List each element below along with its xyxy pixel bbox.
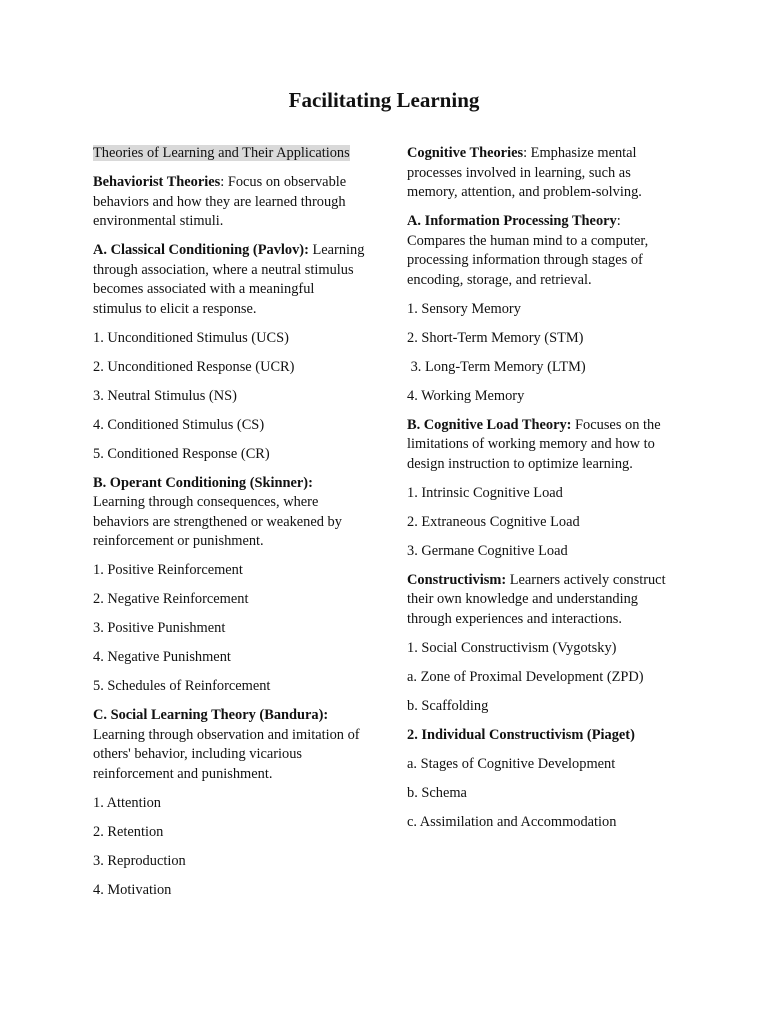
list-item: 3. Long-Term Memory (LTM) [407, 358, 586, 375]
list-item: 4. Working Memory [407, 387, 525, 404]
list-item: 5. Schedules of Reinforcement [93, 678, 271, 694]
list-item: 1. Positive Reinforcement [93, 562, 243, 578]
page-title: Facilitating Learning [288, 88, 480, 112]
cognitive-paragraph [407, 144, 679, 203]
constructivism-paragraph [407, 571, 679, 630]
list-item: 4. Conditioned Stimulus (CS) [93, 416, 265, 433]
classical-heading: A. Classical Conditioning (Pavlov): [93, 242, 309, 258]
list-item: 3. Germane Cognitive Load [407, 542, 568, 559]
social-paragraph [93, 706, 365, 784]
operant-heading: B. Operant Conditioning (Skinner): [93, 474, 313, 491]
operant-paragraph [93, 474, 365, 552]
list-item: 2. Unconditioned Response (UCR) [93, 358, 295, 375]
operant-text: Learning through consequences, where behaviors are strengthened or weakened by reinforcement or punishment. [93, 494, 342, 549]
right-column [407, 144, 679, 842]
list-item: 2. Short-Term Memory (STM) [407, 329, 584, 346]
list-item: 4. Motivation [93, 881, 172, 898]
info-processing-paragraph [407, 212, 679, 290]
list-item: 3. Positive Punishment [93, 620, 226, 636]
list-item: a. Zone of Proximal Development (ZPD) [407, 668, 644, 685]
list-item: 1. Intrinsic Cognitive Load [407, 484, 563, 501]
list-item: b. Scaffolding [407, 697, 489, 714]
classical-paragraph [93, 241, 365, 319]
list-item: 1. Social Constructivism (Vygotsky) [407, 639, 617, 656]
info-processing-heading: A. Information Processing Theory [407, 213, 617, 229]
behaviorist-paragraph [93, 173, 365, 232]
list-item: 5. Conditioned Response (CR) [93, 445, 270, 462]
list-item: 2. Extraneous Cognitive Load [407, 513, 580, 530]
list-item: 4. Negative Punishment [93, 649, 231, 665]
list-item: c. Assimilation and Accommodation [407, 813, 617, 830]
section-heading-text: Theories of Learning and Their Applications [93, 145, 350, 161]
list-item: 1. Sensory Memory [407, 300, 521, 317]
behaviorist-heading: Behaviorist Theories [93, 174, 221, 190]
cognitive-load-heading: B. Cognitive Load Theory: [407, 416, 572, 433]
list-item: 2. Negative Reinforcement [93, 591, 249, 607]
cognitive-load-paragraph [407, 416, 679, 475]
list-item: b. Schema [407, 784, 467, 801]
list-item: 3. Neutral Stimulus (NS) [93, 387, 237, 404]
constructivism-heading: Constructivism: [407, 571, 507, 588]
behaviorist-text: : Focus on observable behaviors and how they are learned through environmental stimuli. [93, 174, 347, 229]
cognitive-load-text: Focuses on the limitations of working memory and how to design instruction to optimize learning. [407, 416, 661, 472]
list-item: 1. Unconditioned Stimulus (UCS) [93, 329, 289, 346]
left-column [93, 144, 365, 910]
cognitive-heading: Cognitive Theories [407, 145, 524, 161]
social-heading: C. Social Learning Theory (Bandura): [93, 707, 329, 723]
info-processing-text: : Compares the human mind to a computer, processing information through stages of encoding, storage, and retrieval. [407, 213, 649, 288]
list-item: 2. Retention [93, 823, 164, 840]
individual-constructivism-heading: 2. Individual Constructivism (Piaget) [407, 726, 635, 743]
list-item: a. Stages of Cognitive Development [407, 755, 616, 772]
list-item: 3. Reproduction [93, 852, 186, 869]
classical-text: Learning through association, where a neutral stimulus becomes associated with a meaningful stimulus to elicit a response. [93, 242, 365, 317]
cognitive-text: : Emphasize mental processes involved in learning, such as memory, attention, and problem-solving. [407, 145, 642, 200]
list-item: 1. Attention [93, 794, 161, 811]
section-heading [93, 144, 365, 164]
constructivism-text: Learners actively construct their own knowledge and understanding through experiences and interactions. [407, 571, 666, 627]
social-text: Learning through observation and imitation of others' behavior, including vicarious reinforcement and punishment. [93, 726, 360, 782]
individual-constructivism-paragraph [407, 726, 679, 746]
